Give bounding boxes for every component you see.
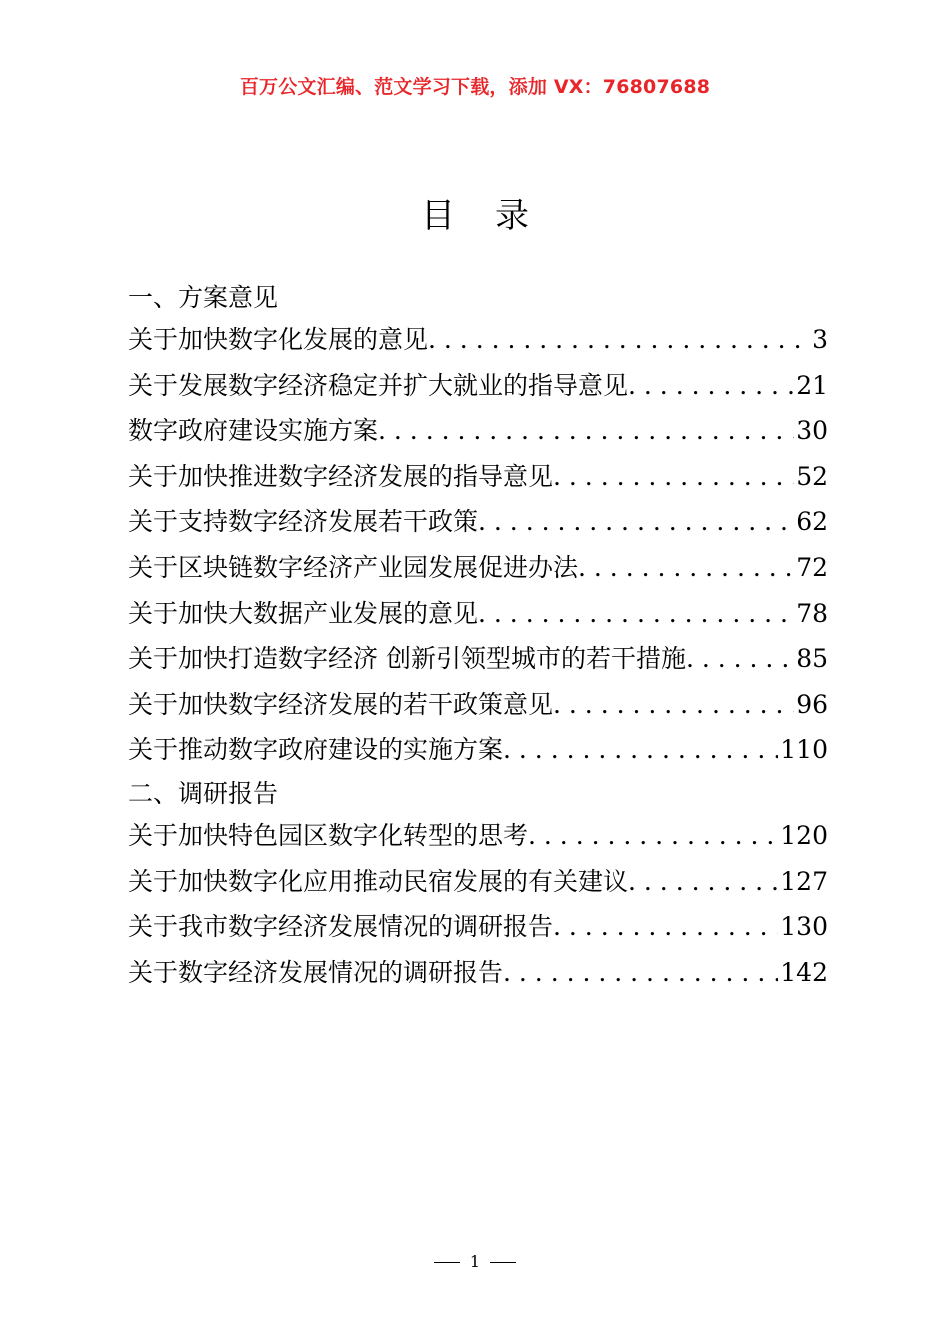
toc-entry bbox=[128, 317, 828, 363]
dot-leader bbox=[503, 727, 778, 773]
toc-entry-page: 110 bbox=[780, 735, 828, 765]
footer-page-number: 1 bbox=[469, 1252, 481, 1271]
toc-entry bbox=[128, 727, 828, 773]
footer-dash-right bbox=[490, 1262, 516, 1263]
toc-entry-title: 关于发展数字经济稳定并扩大就业的指导意见 bbox=[128, 370, 629, 400]
toc-entry-page: 142 bbox=[780, 957, 828, 987]
toc-entry-page: 52 bbox=[796, 461, 828, 491]
toc-entry-page: 85 bbox=[796, 644, 828, 674]
dot-leader bbox=[428, 317, 810, 363]
toc-entry-page: 72 bbox=[796, 552, 828, 582]
dot-leader bbox=[503, 950, 778, 996]
toc-entry bbox=[128, 363, 828, 409]
toc-entry bbox=[128, 408, 828, 454]
dot-leader bbox=[628, 859, 778, 905]
toc-entry-title: 关于区块链数字经济产业园发展促进办法 bbox=[128, 552, 579, 582]
header-banner: 百万公文汇编、范文学习下载，添加 VX：76807688 bbox=[239, 76, 711, 98]
toc-entry bbox=[128, 950, 828, 996]
dot-leader bbox=[578, 545, 794, 591]
dot-leader bbox=[528, 813, 778, 859]
toc-entry-title: 关于加快数字经济发展的若干政策意见 bbox=[128, 689, 554, 719]
toc-entry-page: 127 bbox=[780, 866, 828, 896]
toc-entry-page: 21 bbox=[796, 370, 828, 400]
toc-title-part1: 目 bbox=[421, 196, 455, 236]
toc-entry-page: 120 bbox=[780, 820, 828, 850]
toc-title-part2: 录 bbox=[495, 196, 529, 236]
toc-entry bbox=[128, 545, 828, 591]
toc-entry-title: 数字政府建设实施方案 bbox=[128, 416, 379, 446]
toc-entry-title: 关于加快数字化发展的意见 bbox=[128, 325, 429, 354]
toc-entry-title: 关于加快打造数字经济 创新引领型城市的若干措施 bbox=[128, 644, 686, 674]
toc-entry-title: 关于加快大数据产业发展的意见 bbox=[128, 598, 479, 628]
table-of-contents bbox=[128, 279, 828, 995]
page-footer bbox=[0, 1252, 950, 1271]
toc-entry bbox=[128, 636, 828, 682]
toc-entry-page: 130 bbox=[780, 912, 828, 942]
toc-title bbox=[0, 188, 950, 237]
section-heading-research: 二、调研报告 bbox=[128, 778, 279, 808]
toc-entry bbox=[128, 454, 828, 500]
toc-entry-title: 关于我市数字经济发展情况的调研报告 bbox=[128, 912, 554, 942]
dot-leader bbox=[553, 904, 778, 950]
toc-entry-page: 30 bbox=[796, 416, 828, 446]
toc-entry bbox=[128, 682, 828, 728]
dot-leader bbox=[478, 591, 794, 637]
dot-leader bbox=[478, 499, 794, 545]
toc-entry bbox=[128, 591, 828, 637]
toc-entry-title: 关于加快数字化应用推动民宿发展的有关建议 bbox=[128, 866, 629, 896]
toc-entry bbox=[128, 859, 828, 905]
dot-leader bbox=[686, 636, 794, 682]
dot-leader bbox=[628, 363, 794, 409]
toc-entry-page: 78 bbox=[796, 598, 828, 628]
toc-entry-title: 关于支持数字经济发展若干政策 bbox=[128, 507, 479, 537]
dot-leader bbox=[553, 682, 794, 728]
toc-entry-title: 关于数字经济发展情况的调研报告 bbox=[128, 957, 504, 987]
toc-entry-title: 关于加快特色园区数字化转型的思考 bbox=[128, 820, 529, 850]
toc-entry bbox=[128, 904, 828, 950]
dot-leader bbox=[553, 454, 794, 500]
section-heading-plans: 一、方案意见 bbox=[128, 283, 279, 312]
toc-entry-title: 关于加快推进数字经济发展的指导意见 bbox=[128, 461, 554, 491]
toc-entry-title: 关于推动数字政府建设的实施方案 bbox=[128, 735, 504, 765]
toc-entry-page: 62 bbox=[796, 507, 828, 537]
toc-entry bbox=[128, 813, 828, 859]
dot-leader bbox=[378, 408, 794, 454]
toc-entry-page: 3 bbox=[812, 325, 828, 354]
footer-dash-left bbox=[434, 1262, 460, 1263]
toc-entry-page: 96 bbox=[796, 689, 828, 719]
toc-entry bbox=[128, 499, 828, 545]
